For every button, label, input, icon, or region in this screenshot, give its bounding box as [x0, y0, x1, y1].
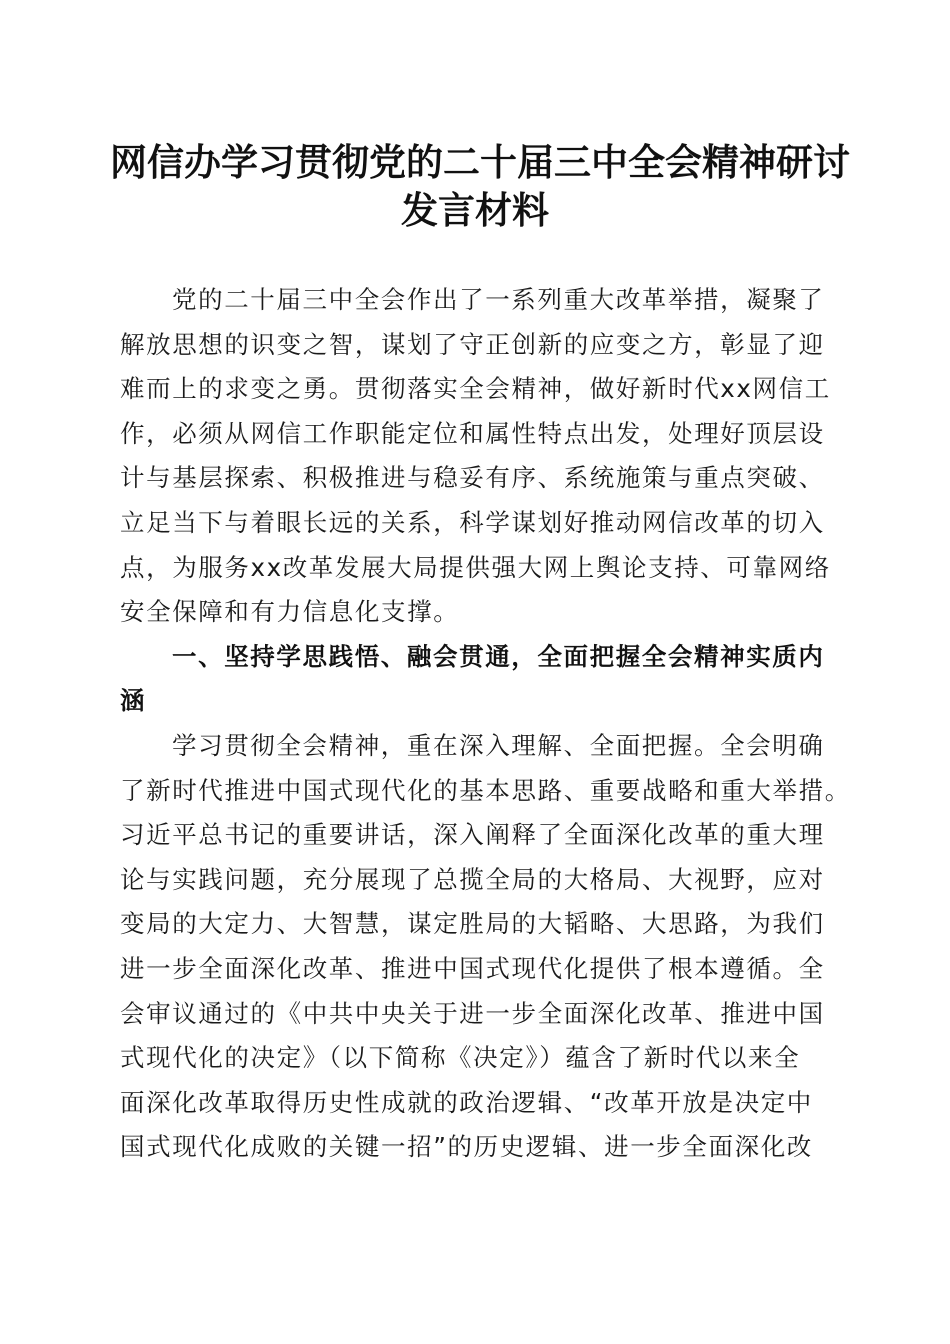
paragraph-line: 式现代化的决定》（以下简称《决定》）蕴含了新时代以来全 — [120, 1043, 801, 1073]
paragraph-line: 作，必须从网信工作职能定位和属性特点出发，处理好顶层设 — [120, 418, 825, 448]
paragraph-line: 学习贯彻全会精神，重在深入理解、全面把握。全会明确 — [172, 730, 825, 760]
section-heading-line: 一、坚持学思践悟、融会贯通，全面把握全会精神实质内 — [172, 641, 825, 671]
paragraph-line: 计与基层探索、积极推进与稳妥有序、系统施策与重点突破、 — [120, 463, 825, 493]
paragraph-line: 点，为服务xx改革发展大局提供强大网上舆论支持、可靠网络 — [120, 552, 831, 582]
paragraph-line: 习近平总书记的重要讲话，深入阐释了全面深化改革的重大理 — [120, 820, 825, 850]
paragraph-line: 安全保障和有力信息化支撑。 — [120, 597, 460, 627]
paragraph-line: 了新时代推进中国式现代化的基本思路、重要战略和重大举措。 — [120, 775, 851, 805]
paragraph-line: 国式现代化成败的关键一招”的历史逻辑、进一步全面深化改 — [120, 1132, 813, 1162]
paragraph-line: 进一步全面深化改革、推进中国式现代化提供了根本遵循。全 — [120, 953, 825, 983]
title-line: 发言材料 — [401, 188, 549, 232]
paragraph-line: 解放思想的识变之智，谋划了守正创新的应变之方，彰显了迎 — [120, 329, 825, 359]
paragraph-line: 难而上的求变之勇。贯彻落实全会精神，做好新时代xx网信工 — [120, 374, 831, 404]
document-title — [110, 138, 850, 234]
paragraph-line: 论与实践问题，充分展现了总揽全局的大格局、大视野，应对 — [120, 864, 825, 894]
paragraph-line: 会审议通过的《中共中央关于进一步全面深化改革、推进中国 — [120, 998, 825, 1028]
title-line: 网信办学习贯彻党的二十届三中全会精神研讨 — [110, 140, 850, 184]
paragraph-line: 变局的大定力、大智慧，谋定胜局的大韬略、大思路，为我们 — [120, 909, 825, 939]
paragraph-line: 党的二十届三中全会作出了一系列重大改革举措，凝聚了 — [172, 285, 825, 314]
section-heading-line: 涵 — [120, 686, 147, 716]
paragraph-line: 面深化改革取得历史性成就的政治逻辑、“改革开放是决定中 — [120, 1087, 813, 1117]
document-body — [120, 278, 851, 1170]
paragraph-line: 立足当下与着眼长远的关系，科学谋划好推动网信改革的切入 — [120, 507, 825, 537]
